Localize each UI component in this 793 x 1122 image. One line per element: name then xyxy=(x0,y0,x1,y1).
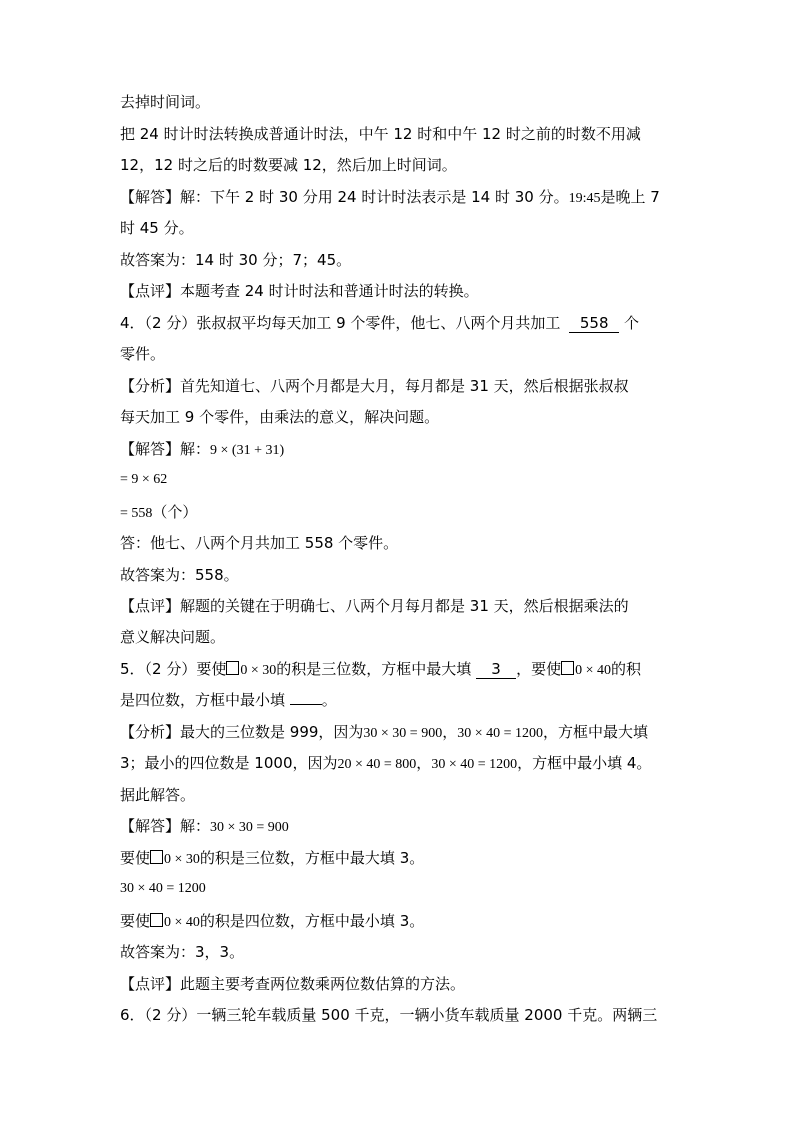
answer-blank: 3 xyxy=(476,660,516,679)
unit-text: （个） xyxy=(152,503,198,521)
blank-box-icon xyxy=(150,913,163,927)
answer-line xyxy=(120,439,284,459)
answer-label: 【解答】解： xyxy=(120,817,211,835)
blank-box-icon xyxy=(226,661,239,675)
text-line: 12，12 时之后的时数要减 12，然后加上时间词。 xyxy=(120,156,457,174)
math-expression: 20 × 40 = 800 xyxy=(337,757,417,772)
comment-line: 意义解决问题。 xyxy=(120,628,226,646)
final-answer: 故答案为：558。 xyxy=(120,566,239,584)
answer-line xyxy=(120,848,424,868)
analysis-line xyxy=(120,722,648,742)
analysis-text: 【分析】最大的三位数是 999，因为 xyxy=(120,723,364,741)
answer-text: 的积是四位数，方框中最小填 3。 xyxy=(199,912,425,930)
comment-line: 【点评】此题主要考查两位数乘两位数估算的方法。 xyxy=(120,975,466,993)
math-expression: 0 × 40 xyxy=(575,663,611,678)
comment-line: 【点评】解题的关键在于明确七、八两个月每月都是 31 天，然后根据乘法的 xyxy=(120,597,629,615)
question-text: 4．（2 分）张叔叔平均每天加工 9 个零件，他七、八两个月共加工 xyxy=(120,314,561,332)
question-6-stem: 6．（2 分）一辆三轮车载质量 500 千克，一辆小货车载质量 2000 千克。两辆三 xyxy=(120,1006,658,1024)
answer-line xyxy=(120,187,660,207)
analysis-text: 3；最小的四位数是 1000，因为 xyxy=(120,754,338,772)
comment-line: 【点评】本题考查 24 时计时法和普通计时法的转换。 xyxy=(120,282,479,300)
analysis-line: 【分析】首先知道七、八两个月都是大月，每月都是 31 天，然后根据张叔叔 xyxy=(120,377,629,395)
analysis-line xyxy=(120,753,651,773)
math-expression: = 558 xyxy=(120,506,153,521)
final-answer: 故答案为：14 时 30 分；7；45。 xyxy=(120,251,352,269)
text-line: 把 24 时计时法转换成普通计时法，中午 12 时和中午 12 时之前的时数不用减 xyxy=(120,125,641,143)
question-5-stem xyxy=(120,659,641,679)
analysis-text: ，方框中最大填 xyxy=(543,723,649,741)
analysis-text: ， xyxy=(416,754,432,772)
answer-text: 是晚上 7 xyxy=(600,188,660,206)
text-line: 去掉时间词。 xyxy=(120,93,211,111)
answer-label: 【解答】解： xyxy=(120,440,211,458)
math-expression: 0 × 30 xyxy=(164,852,200,867)
math-expression: 0 × 30 xyxy=(240,663,277,678)
math-expression: = 9 × 62 xyxy=(120,472,168,487)
question-text: 是四位数，方框中最小填 xyxy=(120,691,286,709)
blank-box-icon xyxy=(561,661,574,675)
math-line xyxy=(120,502,197,522)
math-expression: 30 × 30 = 900 xyxy=(210,820,289,835)
answer-text: 要使 xyxy=(120,912,151,930)
analysis-text: ，方框中最小填 4。 xyxy=(517,754,652,772)
text-line xyxy=(120,690,337,710)
reply-line: 答：他七、八两个月共加工 558 个零件。 xyxy=(120,534,399,552)
question-text: 5．（2 分）要使 xyxy=(120,660,227,678)
analysis-line: 每天加工 9 个零件，由乘法的意义，解决问题。 xyxy=(120,408,440,426)
question-text: 。 xyxy=(321,691,337,709)
question-text: 的积 xyxy=(610,660,641,678)
blank-box-icon xyxy=(150,850,163,864)
question-4-stem xyxy=(120,313,639,333)
answer-line xyxy=(120,816,289,836)
math-expression: 30 × 40 = 1200 xyxy=(457,726,544,741)
answer-text: 【解答】解：下午 2 时 30 分用 24 时计时法表示是 14 时 30 分。 xyxy=(120,188,569,206)
math-expression: 9 × (31 + 31) xyxy=(210,443,285,458)
analysis-line: 据此解答。 xyxy=(120,786,196,804)
math-expression: 30 × 30 = 900 xyxy=(363,726,443,741)
question-text: 个 xyxy=(624,314,640,332)
answer-text: 要使 xyxy=(120,849,151,867)
final-answer: 故答案为：3，3。 xyxy=(120,943,245,961)
text-line: 零件。 xyxy=(120,345,166,363)
math-expression: 0 × 40 xyxy=(164,915,200,930)
answer-blank: 558 xyxy=(569,314,619,333)
answer-blank xyxy=(290,704,322,705)
question-text: 的积是三位数，方框中最大填 xyxy=(276,660,472,678)
analysis-text: ， xyxy=(442,723,458,741)
answer-text: 的积是三位数，方框中最大填 3。 xyxy=(199,849,425,867)
text-line: 时 45 分。 xyxy=(120,219,194,237)
answer-line xyxy=(120,911,424,931)
time-value: 19:45 xyxy=(568,191,601,206)
question-text: ，要使 xyxy=(516,660,562,678)
math-expression: 30 × 40 = 1200 xyxy=(120,881,206,896)
math-expression: 30 × 40 = 1200 xyxy=(431,757,518,772)
